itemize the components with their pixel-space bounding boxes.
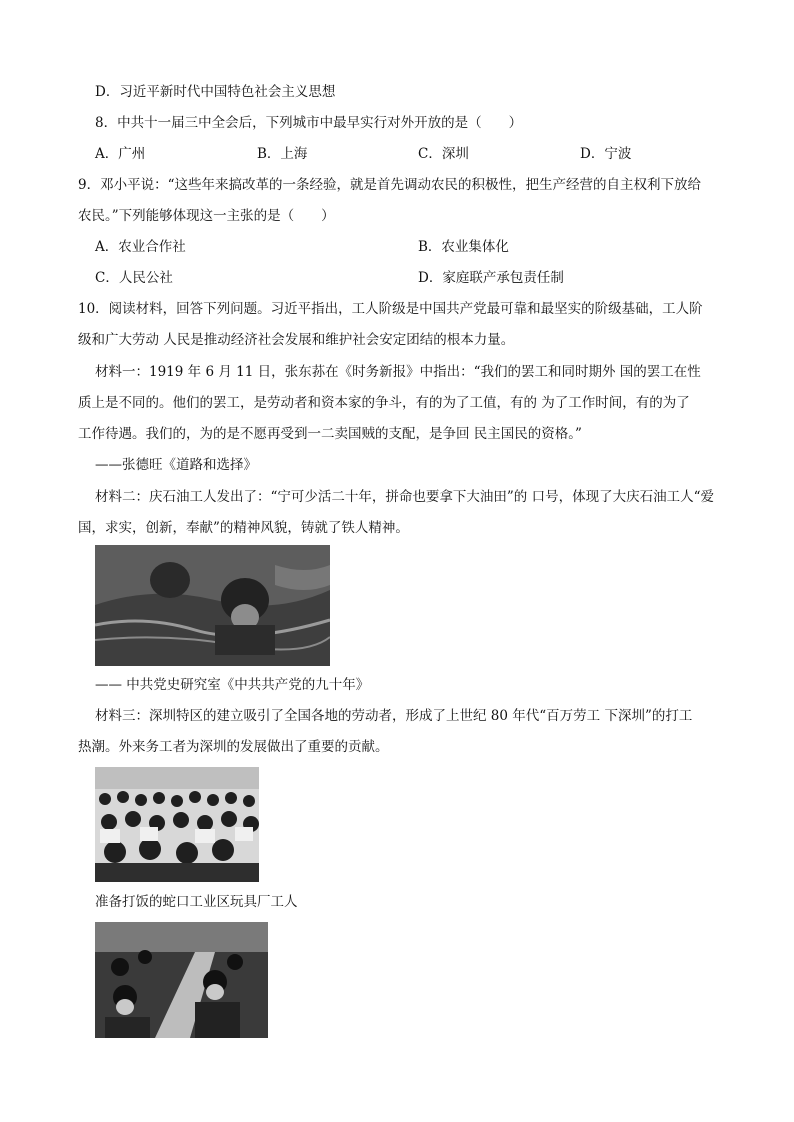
material2-source: —— 中共党史研究室《中共共产党的九十年》	[95, 677, 370, 693]
material1-line1: 材料一：1919 年 6 月 11 日，张东荪在《时务新报》中指出：“我们的罢工和同时期外 国的罢工在性	[95, 364, 701, 380]
q7-option-d: D．习近平新时代中国特色社会主义思想	[95, 84, 336, 100]
material2-line2: 国，求实，创新，奉献”的精神风貌，铸就了铁人精神。	[78, 520, 409, 536]
photo-factory-workers-queue	[95, 767, 259, 882]
q9-option-b: B．农业集体化	[418, 239, 509, 255]
material1-source: ——张德旺《道路和选择》	[95, 457, 257, 473]
q8-option-b: B．上海	[257, 146, 308, 162]
q9-stem-line1: 9．邓小平说：“这些年来搞改革的一条经验，就是首先调动农民的积极性，把生产经营的自主权利下放给	[78, 177, 701, 193]
q8-stem: 8．中共十一届三中全会后，下列城市中最早实行对外开放的是（ ）	[95, 115, 523, 131]
material3-caption: 准备打饭的蛇口工业区玩具厂工人	[95, 894, 298, 910]
q9-option-c: C．人民公社	[95, 270, 173, 286]
q8-option-a: A．广州	[95, 146, 146, 162]
q10-stem-line1: 10．阅读材料，回答下列问题。习近平指出，工人阶级是中国共产党最可靠和最坚实的阶级基础，工人阶	[78, 301, 703, 317]
material1-line3: 工作待遇。我们的，为的是不愿再受到一二卖国贼的支配，是争回 民主国民的资格。”	[78, 426, 582, 442]
q8-option-d: D．宁波	[580, 146, 632, 162]
material3-line2: 热潮。外来务工者为深圳的发展做出了重要的贡献。	[78, 739, 389, 755]
material3-line1: 材料三：深圳特区的建立吸引了全国各地的劳动者，形成了上世纪 80 年代“百万劳工 下深圳”的打工	[95, 708, 693, 724]
q8-option-c: C．深圳	[418, 146, 469, 162]
q9-stem-line2: 农民。”下列能够体现这一主张的是（ ）	[78, 208, 335, 224]
material1-line2: 质上是不同的。他们的罢工，是劳动者和资本家的争斗，有的为了工值，有的 为了工作时间，有的为了	[78, 395, 690, 411]
q9-option-d: D．家庭联产承包责任制	[418, 270, 564, 286]
q9-option-a: A．农业合作社	[95, 239, 186, 255]
q10-stem-line2: 级和广大劳动 人民是推动经济社会发展和维护社会安定团结的根本力量。	[78, 332, 515, 348]
photo-assembly-line-workers	[95, 922, 268, 1038]
material2-line1: 材料二：庆石油工人发出了：“宁可少活二十年，拼命也要拿下大油田”的 口号，体现了大庆石油工人“爱	[95, 489, 714, 505]
photo-ironman-in-mud	[95, 545, 330, 666]
